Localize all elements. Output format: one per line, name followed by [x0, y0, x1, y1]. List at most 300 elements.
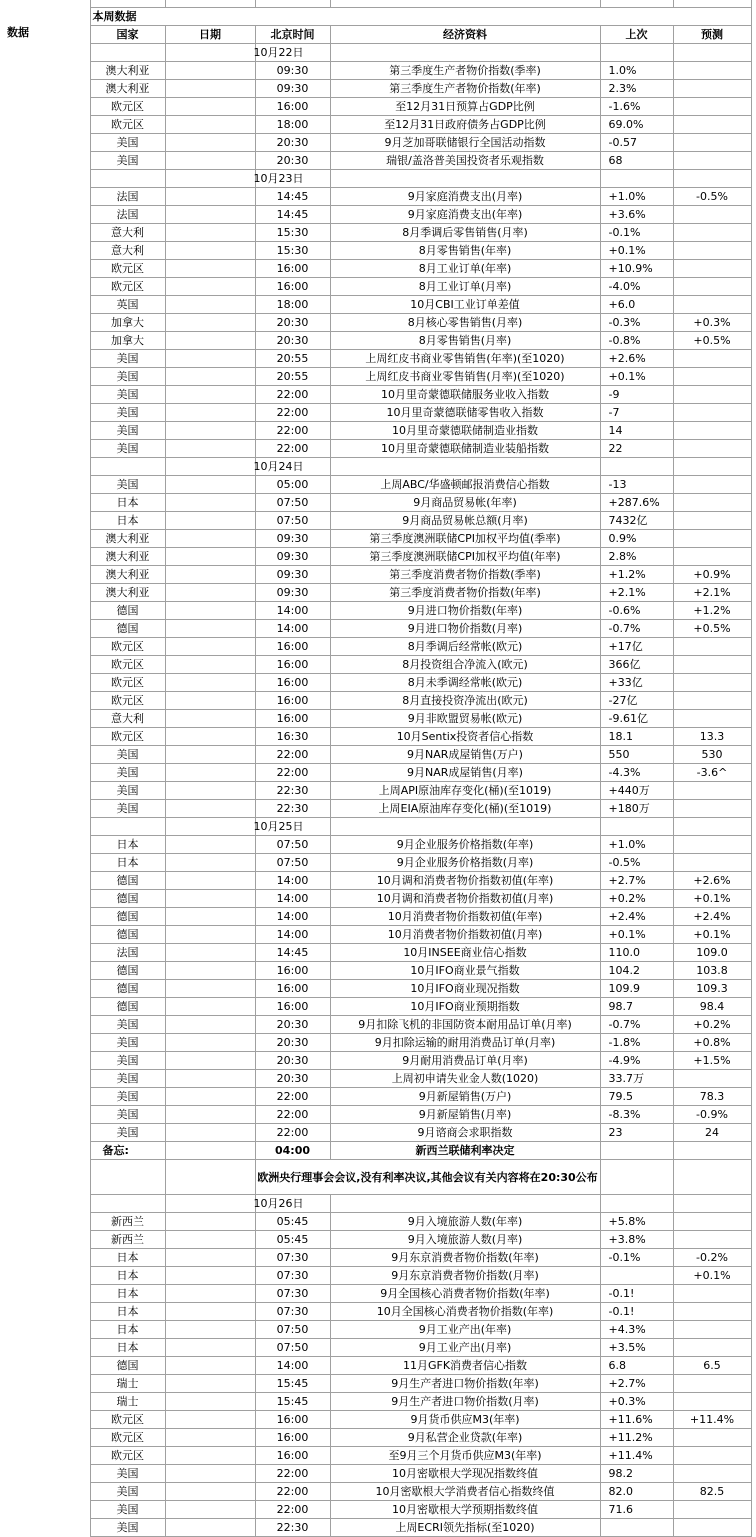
row-prev: -1.8%	[600, 1034, 673, 1052]
row-time: 16:00	[255, 1429, 330, 1447]
row-forecast	[673, 134, 751, 152]
row-country: 加拿大	[90, 314, 165, 332]
row-prev: 68	[600, 152, 673, 170]
row-forecast	[673, 296, 751, 314]
row-forecast	[673, 1231, 751, 1249]
row-prev: -0.1%	[600, 1249, 673, 1267]
row-prev: 366亿	[600, 656, 673, 674]
row-data: 上周红皮书商业零售销售(月率)(至1020)	[330, 368, 600, 386]
empty-cell	[165, 1142, 255, 1160]
table-row	[5, 836, 751, 854]
row-prev: +33亿	[600, 674, 673, 692]
table-row	[5, 350, 751, 368]
row-date	[165, 1231, 255, 1249]
row-data: 至9月三个月货币供应M3(年率)	[330, 1447, 600, 1465]
row-forecast	[673, 548, 751, 566]
row-forecast	[673, 1070, 751, 1088]
row-date	[165, 1213, 255, 1231]
row-date	[165, 260, 255, 278]
row-time: 07:50	[255, 836, 330, 854]
empty-cell	[673, 44, 751, 62]
row-country: 意大利	[90, 242, 165, 260]
row-prev: 98.7	[600, 998, 673, 1016]
row-country: 德国	[90, 620, 165, 638]
row-data: 8月季调后零售销售(月率)	[330, 224, 600, 242]
row-time: 20:30	[255, 1052, 330, 1070]
row-country: 日本	[90, 836, 165, 854]
row-forecast: +0.5%	[673, 620, 751, 638]
row-forecast	[673, 1213, 751, 1231]
row-data: 9月谘商会求职指数	[330, 1124, 600, 1142]
row-date	[165, 440, 255, 458]
row-date	[165, 1393, 255, 1411]
row-forecast: 6.5	[673, 1357, 751, 1375]
row-country: 欧元区	[90, 656, 165, 674]
row-forecast	[673, 512, 751, 530]
empty-cell	[90, 818, 165, 836]
row-time: 07:30	[255, 1249, 330, 1267]
row-prev: -0.1%	[600, 224, 673, 242]
row-time: 20:30	[255, 134, 330, 152]
row-time: 22:00	[255, 422, 330, 440]
row-time: 09:30	[255, 584, 330, 602]
row-time: 07:30	[255, 1267, 330, 1285]
row-time: 14:45	[255, 944, 330, 962]
row-time: 05:00	[255, 476, 330, 494]
table-row	[5, 890, 751, 908]
row-country: 日本	[90, 1249, 165, 1267]
table-row	[5, 1213, 751, 1231]
row-date	[165, 188, 255, 206]
row-data: 至12月31日预算占GDP比例	[330, 98, 600, 116]
row-forecast	[673, 260, 751, 278]
row-prev: +180万	[600, 800, 673, 818]
row-forecast	[673, 692, 751, 710]
empty-cell	[673, 170, 751, 188]
row-prev: 2.3%	[600, 80, 673, 98]
header-time: 北京时间	[255, 26, 330, 44]
row-prev: -0.7%	[600, 1016, 673, 1034]
header-data: 经济资料	[330, 26, 600, 44]
row-time: 22:00	[255, 1124, 330, 1142]
table-row	[5, 188, 751, 206]
row-data: 10月Sentix投资者信心指数	[330, 728, 600, 746]
row-data: 9月新屋销售(万户)	[330, 1088, 600, 1106]
row-prev: +1.0%	[600, 188, 673, 206]
row-country: 澳大利亚	[90, 80, 165, 98]
row-forecast	[673, 404, 751, 422]
row-country: 德国	[90, 962, 165, 980]
row-country: 德国	[90, 998, 165, 1016]
empty-cell	[600, 1195, 673, 1213]
empty-cell	[673, 458, 751, 476]
row-forecast: -0.9%	[673, 1106, 751, 1124]
table-row	[5, 1465, 751, 1483]
row-time: 18:00	[255, 296, 330, 314]
row-data: 9月NAR成屋销售(月率)	[330, 764, 600, 782]
table-row	[5, 1303, 751, 1321]
row-country: 美国	[90, 350, 165, 368]
row-date	[165, 1016, 255, 1034]
table-row	[5, 1088, 751, 1106]
row-date	[165, 80, 255, 98]
row-forecast	[673, 1393, 751, 1411]
row-date	[165, 1249, 255, 1267]
empty-cell	[673, 818, 751, 836]
row-time: 14:45	[255, 188, 330, 206]
row-country: 欧元区	[90, 1429, 165, 1447]
row-forecast: 103.8	[673, 962, 751, 980]
row-date	[165, 656, 255, 674]
row-prev: 0.9%	[600, 530, 673, 548]
row-prev: 109.9	[600, 980, 673, 998]
table-row	[5, 404, 751, 422]
row-time: 16:00	[255, 962, 330, 980]
row-data: 10月调和消费者物价指数初值(年率)	[330, 872, 600, 890]
row-country: 美国	[90, 152, 165, 170]
economic-calendar-table	[5, 0, 752, 1537]
row-country: 澳大利亚	[90, 62, 165, 80]
table-row	[5, 1501, 751, 1519]
row-forecast: 24	[673, 1124, 751, 1142]
row-date	[165, 926, 255, 944]
row-prev: -1.6%	[600, 98, 673, 116]
row-forecast: 78.3	[673, 1088, 751, 1106]
table-row	[5, 1016, 751, 1034]
row-country: 美国	[90, 1465, 165, 1483]
date-row	[5, 818, 751, 836]
row-time: 16:00	[255, 278, 330, 296]
table-row	[5, 584, 751, 602]
row-date	[165, 566, 255, 584]
row-forecast	[673, 1285, 751, 1303]
row-country: 澳大利亚	[90, 566, 165, 584]
row-date	[165, 278, 255, 296]
day-date: 10月23日	[165, 170, 255, 188]
empty-cell	[90, 170, 165, 188]
row-date	[165, 386, 255, 404]
row-prev: -9	[600, 386, 673, 404]
row-country: 美国	[90, 1106, 165, 1124]
row-forecast: 530	[673, 746, 751, 764]
row-data: 第三季度消费者物价指数(年率)	[330, 584, 600, 602]
row-country: 法国	[90, 944, 165, 962]
empty-cell	[600, 1142, 673, 1160]
table-row	[5, 710, 751, 728]
row-forecast	[673, 422, 751, 440]
row-country: 美国	[90, 440, 165, 458]
row-time: 14:00	[255, 1357, 330, 1375]
row-date	[165, 98, 255, 116]
row-data: 8月未季调经常帐(欧元)	[330, 674, 600, 692]
row-time: 22:00	[255, 386, 330, 404]
table-row	[5, 386, 751, 404]
row-data: 9月家庭消费支出(月率)	[330, 188, 600, 206]
row-forecast: +0.1%	[673, 890, 751, 908]
row-date	[165, 350, 255, 368]
row-forecast	[673, 476, 751, 494]
row-time: 09:30	[255, 80, 330, 98]
row-prev: +1.0%	[600, 836, 673, 854]
row-country: 法国	[90, 206, 165, 224]
row-country: 美国	[90, 422, 165, 440]
table-row	[5, 1124, 751, 1142]
row-time: 05:45	[255, 1231, 330, 1249]
row-forecast	[673, 1375, 751, 1393]
row-country: 日本	[90, 512, 165, 530]
row-prev: 110.0	[600, 944, 673, 962]
row-country: 新西兰	[90, 1213, 165, 1231]
row-time: 18:00	[255, 116, 330, 134]
row-prev: 6.8	[600, 1357, 673, 1375]
row-data: 9月生产者进口物价指数(年率)	[330, 1375, 600, 1393]
row-time: 09:30	[255, 548, 330, 566]
row-date	[165, 890, 255, 908]
row-country: 欧元区	[90, 1447, 165, 1465]
row-country: 美国	[90, 1034, 165, 1052]
row-data: 10月调和消费者物价指数初值(月率)	[330, 890, 600, 908]
row-date	[165, 782, 255, 800]
row-data: 9月私营企业贷款(年率)	[330, 1429, 600, 1447]
row-prev: +1.2%	[600, 566, 673, 584]
row-country: 澳大利亚	[90, 530, 165, 548]
row-date	[165, 116, 255, 134]
table-row	[5, 674, 751, 692]
empty-cell	[600, 1160, 673, 1195]
table-row	[5, 1411, 751, 1429]
row-prev: 22	[600, 440, 673, 458]
row-date	[165, 908, 255, 926]
row-data: 9月家庭消费支出(年率)	[330, 206, 600, 224]
row-data: 8月核心零售销售(月率)	[330, 314, 600, 332]
row-data: 9月工业产出(月率)	[330, 1339, 600, 1357]
table-row	[5, 854, 751, 872]
row-country: 德国	[90, 872, 165, 890]
empty-cell	[330, 1195, 600, 1213]
row-prev: -0.5%	[600, 854, 673, 872]
row-time: 20:30	[255, 314, 330, 332]
row-date	[165, 296, 255, 314]
row-forecast: +2.4%	[673, 908, 751, 926]
row-forecast: 109.0	[673, 944, 751, 962]
row-date	[165, 548, 255, 566]
row-forecast: 13.3	[673, 728, 751, 746]
row-time: 20:55	[255, 368, 330, 386]
row-time: 22:00	[255, 404, 330, 422]
row-time: 16:00	[255, 1411, 330, 1429]
table-row	[5, 530, 751, 548]
table-row	[5, 152, 751, 170]
row-date	[165, 746, 255, 764]
table-row	[5, 620, 751, 638]
row-date	[165, 1465, 255, 1483]
row-time: 16:00	[255, 98, 330, 116]
row-date	[165, 1483, 255, 1501]
table-row	[5, 62, 751, 80]
row-time: 22:00	[255, 746, 330, 764]
table-row	[5, 602, 751, 620]
row-data: 10月IFO商业预期指数	[330, 998, 600, 1016]
empty-cell	[90, 458, 165, 476]
row-date	[165, 800, 255, 818]
row-time: 05:45	[255, 1213, 330, 1231]
row-country: 美国	[90, 782, 165, 800]
table-row	[5, 1052, 751, 1070]
row-date	[165, 836, 255, 854]
row-forecast	[673, 1501, 751, 1519]
row-prev: +11.4%	[600, 1447, 673, 1465]
row-prev: 69.0%	[600, 116, 673, 134]
table-row	[5, 872, 751, 890]
row-date	[165, 404, 255, 422]
row-date	[165, 1106, 255, 1124]
row-prev: 18.1	[600, 728, 673, 746]
table-row	[5, 1321, 751, 1339]
empty-cell	[90, 1195, 165, 1213]
row-prev: -13	[600, 476, 673, 494]
row-prev: +0.1%	[600, 368, 673, 386]
row-country: 意大利	[90, 224, 165, 242]
row-date	[165, 1339, 255, 1357]
row-date	[165, 1303, 255, 1321]
day-date: 10月25日	[165, 818, 255, 836]
row-country: 德国	[90, 908, 165, 926]
row-forecast: -3.6^	[673, 764, 751, 782]
row-date	[165, 1088, 255, 1106]
table-row	[5, 260, 751, 278]
row-time: 14:00	[255, 926, 330, 944]
row-data: 10月密歇根大学消费者信心指数终值	[330, 1483, 600, 1501]
row-forecast	[673, 854, 751, 872]
row-data: 9月东京消费者物价指数(年率)	[330, 1249, 600, 1267]
row-time: 20:30	[255, 152, 330, 170]
row-forecast: +2.1%	[673, 584, 751, 602]
row-forecast: +0.1%	[673, 926, 751, 944]
row-country: 德国	[90, 926, 165, 944]
row-prev: +2.7%	[600, 872, 673, 890]
table-row	[5, 782, 751, 800]
row-forecast	[673, 98, 751, 116]
row-forecast	[673, 782, 751, 800]
row-prev: 98.2	[600, 1465, 673, 1483]
row-prev: -7	[600, 404, 673, 422]
row-time: 16:00	[255, 656, 330, 674]
row-forecast: +0.3%	[673, 314, 751, 332]
row-time: 16:00	[255, 260, 330, 278]
row-data: 11月GFK消费者信心指数	[330, 1357, 600, 1375]
row-country: 欧元区	[90, 260, 165, 278]
header-forecast: 预测	[673, 26, 751, 44]
row-data: 第三季度生产者物价指数(年率)	[330, 80, 600, 98]
row-time: 22:30	[255, 782, 330, 800]
row-forecast	[673, 1519, 751, 1537]
row-time: 07:50	[255, 1339, 330, 1357]
table-row	[5, 98, 751, 116]
row-data: 10月里奇蒙德联储零售收入指数	[330, 404, 600, 422]
row-data: 上周API原油库存变化(桶)(至1019)	[330, 782, 600, 800]
table-row	[5, 566, 751, 584]
row-forecast: +11.4%	[673, 1411, 751, 1429]
row-time: 22:00	[255, 1483, 330, 1501]
empty-cell	[330, 44, 600, 62]
table-row	[5, 116, 751, 134]
row-data: 8月工业订单(月率)	[330, 278, 600, 296]
day-date: 10月24日	[165, 458, 255, 476]
row-forecast	[673, 836, 751, 854]
row-forecast	[673, 278, 751, 296]
row-date	[165, 1501, 255, 1519]
row-data: 第三季度消费者物价指数(季率)	[330, 566, 600, 584]
row-date	[165, 1429, 255, 1447]
table-row	[5, 1519, 751, 1537]
row-data: 10月里奇蒙德联储制造业指数	[330, 422, 600, 440]
empty-cell	[600, 458, 673, 476]
row-data: 9月企业服务价格指数(月率)	[330, 854, 600, 872]
row-data: 8月零售销售(年率)	[330, 242, 600, 260]
row-time: 22:00	[255, 764, 330, 782]
row-prev: +2.4%	[600, 908, 673, 926]
empty-cell	[600, 44, 673, 62]
row-data: 第三季度生产者物价指数(季率)	[330, 62, 600, 80]
row-date	[165, 494, 255, 512]
table-title: 本周数据	[90, 8, 751, 26]
row-prev: +4.3%	[600, 1321, 673, 1339]
row-date	[165, 872, 255, 890]
table-row	[5, 1375, 751, 1393]
table-row	[5, 1106, 751, 1124]
row-date	[165, 152, 255, 170]
row-data: 第三季度澳洲联储CPI加权平均值(季率)	[330, 530, 600, 548]
row-date	[165, 944, 255, 962]
row-date	[165, 674, 255, 692]
row-time: 09:30	[255, 566, 330, 584]
row-prev: -9.61亿	[600, 710, 673, 728]
row-prev: -0.1!	[600, 1303, 673, 1321]
row-prev: -4.9%	[600, 1052, 673, 1070]
row-prev: -0.6%	[600, 602, 673, 620]
empty-cell	[330, 458, 600, 476]
table-row	[5, 1429, 751, 1447]
side-label: 数据	[7, 25, 29, 39]
row-data: 9月商品贸易帐总额(月率)	[330, 512, 600, 530]
row-forecast: +1.2%	[673, 602, 751, 620]
table-row	[5, 926, 751, 944]
row-date	[165, 62, 255, 80]
memo-note: 欧洲央行理事会会议,没有利率决议,其他会议有关内容将在20:30公布	[255, 1160, 600, 1195]
row-time: 09:30	[255, 62, 330, 80]
row-date	[165, 332, 255, 350]
row-time: 07:50	[255, 1321, 330, 1339]
row-date	[165, 206, 255, 224]
row-country: 德国	[90, 1357, 165, 1375]
row-country: 美国	[90, 134, 165, 152]
row-prev: +0.2%	[600, 890, 673, 908]
row-data: 上周EIA原油库存变化(桶)(至1019)	[330, 800, 600, 818]
row-time: 16:00	[255, 692, 330, 710]
day-date: 10月22日	[165, 44, 255, 62]
row-prev	[600, 1519, 673, 1537]
row-country: 欧元区	[90, 638, 165, 656]
row-time: 20:30	[255, 1034, 330, 1052]
row-country: 日本	[90, 494, 165, 512]
row-time: 14:00	[255, 908, 330, 926]
row-prev: +17亿	[600, 638, 673, 656]
row-date	[165, 728, 255, 746]
row-country: 加拿大	[90, 332, 165, 350]
row-forecast	[673, 440, 751, 458]
row-date	[165, 1124, 255, 1142]
memo-row	[5, 1142, 751, 1160]
